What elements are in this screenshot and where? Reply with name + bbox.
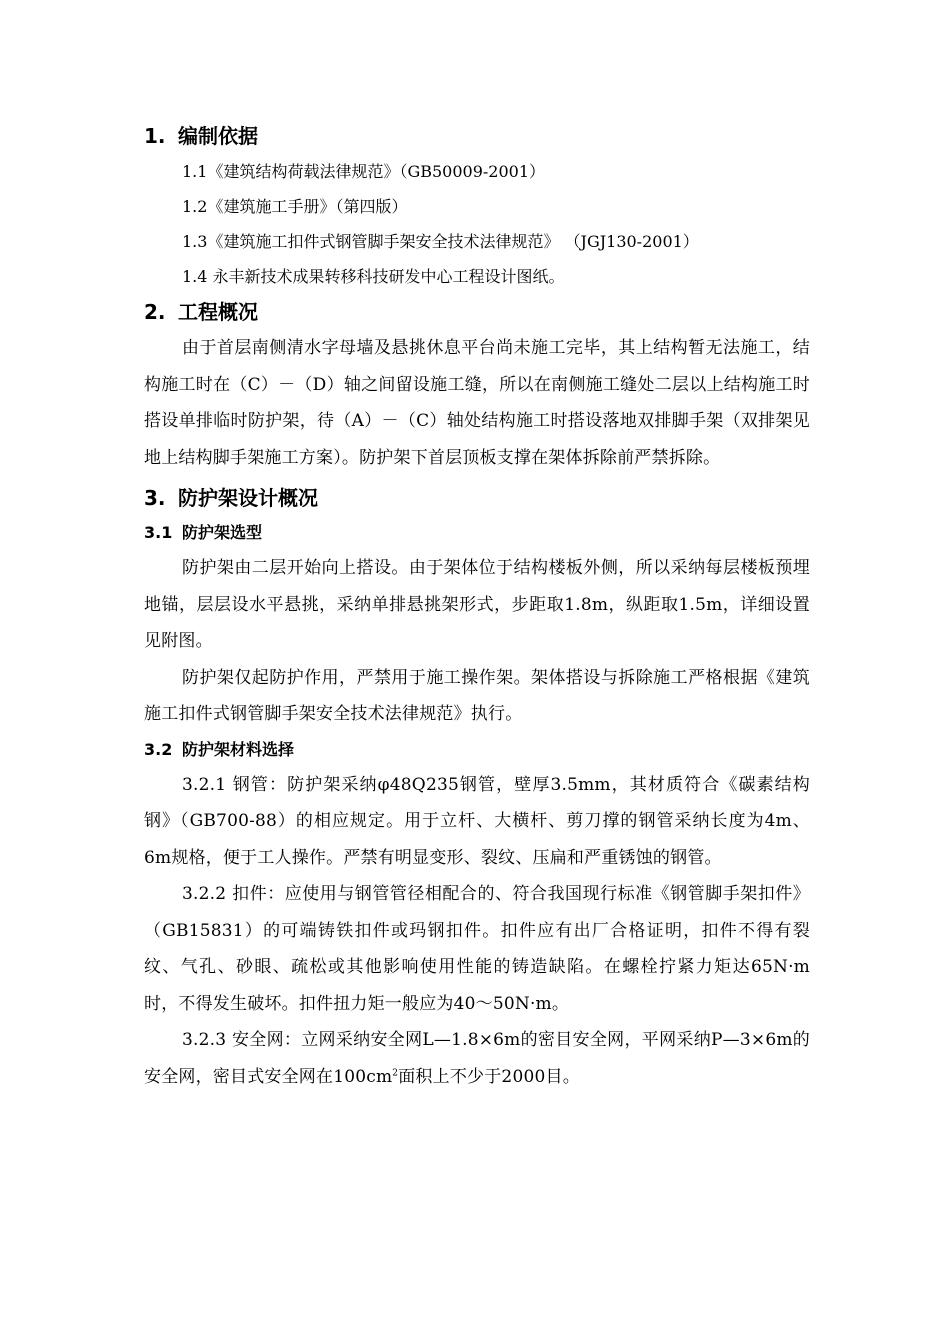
subsection-heading-3-1 [144,518,810,548]
reference-item: 1.3《建筑施工扣件式钢管脚手架安全技术法律规范》 （JGJ130-2001） [182,232,699,251]
section-number: 2. [144,300,166,324]
subsection-number: 3.2 [144,739,173,759]
body-paragraph: 3.2.1 钢管：防护架采纳φ48Q235钢管，壁厚3.5mm，其材质符合《碳素结构钢》（GB700-88）的相应规定。用于立杆、大横杆、剪刀撑的钢管采纳长度为4m、6m规格，便于工人操作。严禁有明显变形、裂纹、压扁和严重锈蚀的钢管。 [144,774,810,868]
superscript: 2 [392,1067,399,1078]
body-paragraph: 由于首层南侧清水字母墙及悬挑休息平台尚未施工完毕，其上结构暂无法施工，结构施工时在（C）－（D）轴之间留设施工缝，所以在南侧施工缝处二层以上结构施工时搭设单排临时防护架，待（A）－（C）轴处结构施工时搭设落地双排脚手架（双排架见地上结构脚手架施工方案）。防护架下首层顶板支撑在架体拆除前严禁拆除。 [144,338,810,468]
reference-item: 1.4 永丰新技术成果转移科技研发中心工程设计图纸。 [182,267,565,286]
subsection-title: 防护架材料选择 [182,739,295,759]
section-title: 工程概况 [178,300,258,324]
section-title: 编制依据 [178,124,258,148]
section-title: 防护架设计概况 [178,486,318,510]
section-number: 3. [144,486,166,510]
body-paragraph: 防护架仅起防护作用，严禁用于施工操作架。架体搭设与拆除施工严格根据《建筑施工扣件式钢管脚手架安全技术法律规范》执行。 [144,667,810,724]
reference-item: 1.2《建筑施工手册》（第四版） [182,197,408,216]
section-heading-2 [144,294,810,330]
subsection-heading-3-2 [144,735,810,765]
subsection-title: 防护架选型 [182,523,263,542]
reference-item: 1.1《建筑结构荷载法律规范》（GB50009-2001） [182,162,546,181]
subsection-number: 3.1 [144,523,173,542]
text-run: 面积上不少于2000目。 [398,1066,580,1087]
body-paragraph: 防护架由二层开始向上搭设。由于架体位于结构楼板外侧，所以采纳每层楼板预埋地锚，层层设水平悬挑，采纳单排悬挑架形式，步距取1.8m，纵距取1.5m，详细设置见附图。 [144,558,810,651]
section-heading-1 [144,118,810,154]
body-paragraph-safety-net [144,1022,810,1095]
body-paragraph: 3.2.2 扣件：应使用与钢管管径相配合的、符合我国现行标准《钢管脚手架扣件》（GB15831）的可端铸铁扣件或玛钢扣件。扣件应有出厂合格证明，扣件不得有裂纹、气孔、砂眼、疏松或其他影响使用性能的铸造缺陷。在螺栓拧紧力矩达65N·m 时，不得发生破坏。扣件扭力矩一般应为40～50N·m。 [144,884,810,1014]
section-number: 1. [144,124,166,148]
section-heading-3 [144,480,810,516]
text-run: 3.2.3 安全网：立网采纳安全网L—1.8×6m的密目安全网，平网采纳P—3×6m的安全网，密目式安全网在100cm [144,1030,810,1087]
document-body [144,118,810,1095]
